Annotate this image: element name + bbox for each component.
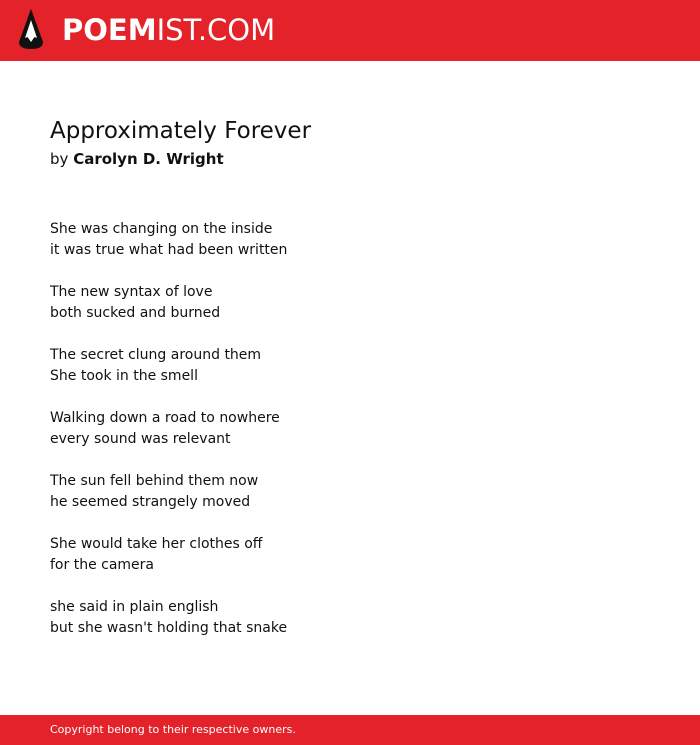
pencil-tip-icon — [16, 8, 46, 52]
site-logo-link[interactable] — [16, 8, 275, 52]
poem-line: She would take her clothes off — [50, 536, 263, 552]
site-footer — [0, 715, 700, 745]
poem-line: both sucked and burned — [50, 305, 221, 321]
wordmark-light: IST.COM — [156, 13, 276, 47]
poem-body — [50, 219, 650, 639]
poem-line: The sun fell behind them now — [50, 473, 259, 489]
poem-line: Walking down a road to nowhere — [50, 410, 280, 426]
poem-line: he seemed strangely moved — [50, 494, 251, 510]
author-name: Carolyn D. Wright — [73, 150, 224, 168]
site-wordmark — [62, 8, 275, 52]
stanza — [50, 219, 650, 261]
poem-line: The secret clung around them — [50, 347, 262, 363]
poem-line: for the camera — [50, 557, 154, 573]
poem-line: The new syntax of love — [50, 284, 213, 300]
stanza — [50, 471, 650, 513]
stanza — [50, 408, 650, 450]
poem-line: it was true what had been written — [50, 242, 288, 258]
by-label: by — [50, 150, 69, 168]
wordmark-bold: POEM — [62, 13, 157, 47]
poem-line: but she wasn't holding that snake — [50, 620, 288, 636]
copyright-notice: Copyright belong to their respective owners. — [50, 723, 296, 736]
stanza — [50, 282, 650, 324]
poem-line: She was changing on the inside — [50, 221, 273, 237]
poem-line: she said in plain english — [50, 599, 219, 615]
poem-line: every sound was relevant — [50, 431, 231, 447]
poem-line: She took in the smell — [50, 368, 198, 384]
stanza — [50, 534, 650, 576]
stanza — [50, 345, 650, 387]
byline — [50, 148, 650, 170]
stanza — [50, 597, 650, 639]
site-header — [0, 0, 700, 61]
poem-title: Approximately Forever — [50, 118, 312, 144]
poem-article — [50, 114, 650, 660]
